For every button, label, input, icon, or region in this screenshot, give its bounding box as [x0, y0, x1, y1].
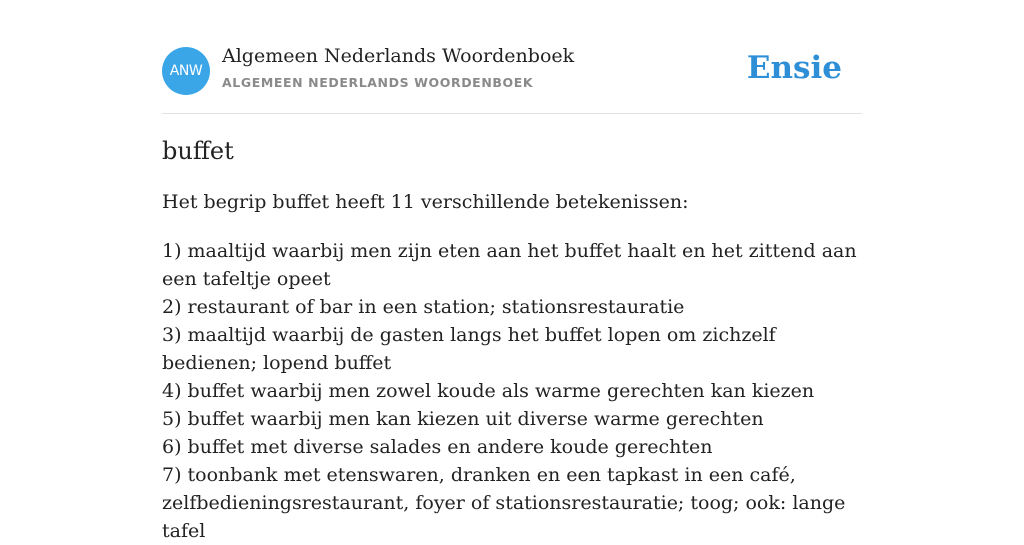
definition-item: 5) buffet waarbij men kan kiezen uit diverse warme gerechten	[162, 408, 764, 430]
definition-item: 4) buffet waarbij men zowel koude als warme gerechten kan kiezen	[162, 380, 815, 402]
ensie-logo[interactable]: Ensie	[746, 50, 842, 86]
definition-item: 6) buffet met diverse salades en andere koude gerechten	[162, 436, 713, 458]
definition-item: 7) toonbank met etenswaren, dranken en een tapkast in een café, zelfbedieningsrestaurant, foyer of stationsrestauratie; toog; ook: lange tafel	[162, 464, 846, 542]
page	[162, 0, 862, 542]
source-title[interactable]: Algemeen Nederlands Woordenboek	[222, 45, 575, 67]
source-logo[interactable]: ANW	[162, 47, 210, 95]
definition-item: 3) maaltijd waarbij de gasten langs het buffet lopen om zichzelf bedienen; lopend buffet	[162, 324, 776, 374]
source-subtitle: ALGEMEEN NEDERLANDS WOORDENBOEK	[222, 75, 534, 90]
entry-term: buffet	[162, 137, 234, 165]
entry-intro: Het begrip buffet heeft 11 verschillende betekenissen:	[162, 191, 689, 213]
source-header	[162, 0, 862, 114]
definition-item: 1) maaltijd waarbij men zijn eten aan het buffet haalt en het zittend aan een tafeltje opeet	[162, 240, 857, 290]
definition-list	[162, 237, 867, 545]
definition-item: 2) restaurant of bar in een station; stationsrestauratie	[162, 296, 685, 318]
